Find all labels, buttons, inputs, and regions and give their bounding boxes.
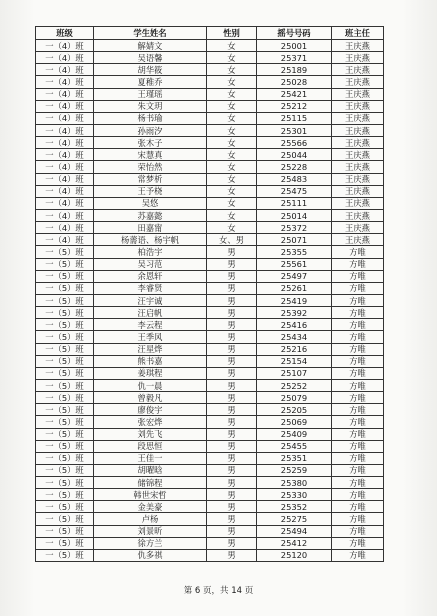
head-teacher-cell: 方唯 — [332, 489, 384, 501]
lottery-number-cell: 25561 — [257, 258, 332, 270]
gender-cell: 男 — [207, 452, 257, 464]
student-name-cell: 王瑾瑶 — [94, 88, 207, 100]
gender-cell: 女 — [207, 88, 257, 100]
class-cell: 一（5）班 — [36, 282, 94, 294]
gender-cell: 男 — [207, 416, 257, 428]
lottery-number-cell: 25421 — [257, 88, 332, 100]
lottery-number-cell: 25189 — [257, 64, 332, 76]
lottery-number-cell: 25475 — [257, 185, 332, 197]
head-teacher-cell: 方唯 — [332, 246, 384, 258]
gender-cell: 男 — [207, 331, 257, 343]
head-teacher-cell: 王庆燕 — [332, 40, 384, 52]
class-cell: 一（5）班 — [36, 428, 94, 440]
header-gender: 性别 — [207, 27, 257, 40]
gender-cell: 男 — [207, 392, 257, 404]
student-name-cell: 杨书瑜 — [94, 112, 207, 124]
class-cell: 一（4）班 — [36, 76, 94, 88]
head-teacher-cell: 方唯 — [332, 549, 384, 561]
table-row — [36, 197, 384, 209]
head-teacher-cell: 王庆燕 — [332, 209, 384, 221]
table-row — [36, 319, 384, 331]
student-name-cell: 常梦析 — [94, 173, 207, 185]
student-name-cell: 汪启帆 — [94, 307, 207, 319]
student-name-cell: 廖俊宇 — [94, 404, 207, 416]
lottery-number-cell: 25079 — [257, 392, 332, 404]
student-name-cell: 杨薷语、杨宇帆 — [94, 234, 207, 246]
lottery-number-cell: 25372 — [257, 222, 332, 234]
student-name-cell: 储锦程 — [94, 477, 207, 489]
gender-cell: 女 — [207, 161, 257, 173]
lottery-number-cell: 25120 — [257, 549, 332, 561]
lottery-number-cell: 25416 — [257, 319, 332, 331]
head-teacher-cell: 王庆燕 — [332, 234, 384, 246]
head-teacher-cell: 王庆燕 — [332, 149, 384, 161]
gender-cell: 男 — [207, 537, 257, 549]
class-cell: 一（5）班 — [36, 331, 94, 343]
lottery-number-cell: 25071 — [257, 234, 332, 246]
student-name-cell: 李云程 — [94, 319, 207, 331]
head-teacher-cell: 方唯 — [332, 367, 384, 379]
student-name-cell: 胡华筱 — [94, 64, 207, 76]
head-teacher-cell: 王庆燕 — [332, 88, 384, 100]
header-class: 班级 — [36, 27, 94, 40]
table-row — [36, 489, 384, 501]
gender-cell: 女、男 — [207, 234, 257, 246]
gender-cell: 女 — [207, 173, 257, 185]
table-row — [36, 173, 384, 185]
class-cell: 一（4）班 — [36, 149, 94, 161]
class-cell: 一（4）班 — [36, 100, 94, 112]
student-name-cell: 王予桡 — [94, 185, 207, 197]
gender-cell: 男 — [207, 367, 257, 379]
gender-cell: 男 — [207, 307, 257, 319]
table-row — [36, 137, 384, 149]
head-teacher-cell: 方唯 — [332, 343, 384, 355]
head-teacher-cell: 王庆燕 — [332, 112, 384, 124]
student-name-cell: 吴语馨 — [94, 52, 207, 64]
gender-cell: 男 — [207, 343, 257, 355]
lottery-number-cell: 25494 — [257, 525, 332, 537]
table-row — [36, 88, 384, 100]
lottery-number-cell: 25371 — [257, 52, 332, 64]
header-head-teacher: 班主任 — [332, 27, 384, 40]
head-teacher-cell: 王庆燕 — [332, 173, 384, 185]
gender-cell: 男 — [207, 246, 257, 258]
head-teacher-cell: 王庆燕 — [332, 222, 384, 234]
lottery-number-cell: 25497 — [257, 270, 332, 282]
student-name-cell: 刘景昕 — [94, 525, 207, 537]
gender-cell: 女 — [207, 197, 257, 209]
lottery-number-cell: 25107 — [257, 367, 332, 379]
class-cell: 一（5）班 — [36, 477, 94, 489]
lottery-number-cell: 25483 — [257, 173, 332, 185]
head-teacher-cell: 王庆燕 — [332, 185, 384, 197]
head-teacher-cell: 方唯 — [332, 331, 384, 343]
gender-cell: 男 — [207, 282, 257, 294]
gender-cell: 女 — [207, 124, 257, 136]
gender-cell: 男 — [207, 404, 257, 416]
student-name-cell: 宋慧真 — [94, 149, 207, 161]
gender-cell: 男 — [207, 379, 257, 391]
table-row — [36, 549, 384, 561]
lottery-number-cell: 25380 — [257, 477, 332, 489]
student-name-cell: 王季风 — [94, 331, 207, 343]
gender-cell: 女 — [207, 100, 257, 112]
table-row — [36, 477, 384, 489]
student-name-cell: 夏稚乔 — [94, 76, 207, 88]
class-cell: 一（5）班 — [36, 537, 94, 549]
student-name-cell: 朱文玥 — [94, 100, 207, 112]
head-teacher-cell: 方唯 — [332, 452, 384, 464]
header-student-name: 学生姓名 — [94, 27, 207, 40]
lottery-number-cell: 25434 — [257, 331, 332, 343]
head-teacher-cell: 王庆燕 — [332, 137, 384, 149]
class-cell: 一（5）班 — [36, 452, 94, 464]
gender-cell: 女 — [207, 209, 257, 221]
head-teacher-cell: 方唯 — [332, 537, 384, 549]
table-row — [36, 513, 384, 525]
lottery-number-cell: 25330 — [257, 489, 332, 501]
class-cell: 一（4）班 — [36, 64, 94, 76]
head-teacher-cell: 方唯 — [332, 428, 384, 440]
class-cell: 一（5）班 — [36, 355, 94, 367]
student-name-cell: 刘先飞 — [94, 428, 207, 440]
table-row — [36, 258, 384, 270]
head-teacher-cell: 方唯 — [332, 440, 384, 452]
student-name-cell: 曾毅凡 — [94, 392, 207, 404]
class-cell: 一（4）班 — [36, 124, 94, 136]
student-roster-table — [35, 26, 384, 562]
lottery-number-cell: 25419 — [257, 294, 332, 306]
table-row — [36, 234, 384, 246]
gender-cell: 女 — [207, 137, 257, 149]
gender-cell: 女 — [207, 222, 257, 234]
head-teacher-cell: 王庆燕 — [332, 52, 384, 64]
lottery-number-cell: 25301 — [257, 124, 332, 136]
table-row — [36, 404, 384, 416]
table-row — [36, 100, 384, 112]
head-teacher-cell: 方唯 — [332, 282, 384, 294]
gender-cell: 男 — [207, 464, 257, 476]
head-teacher-cell: 方唯 — [332, 307, 384, 319]
head-teacher-cell: 王庆燕 — [332, 197, 384, 209]
gender-cell: 女 — [207, 149, 257, 161]
student-name-cell: 苏嘉懿 — [94, 209, 207, 221]
table-row — [36, 537, 384, 549]
class-cell: 一（5）班 — [36, 379, 94, 391]
gender-cell: 女 — [207, 112, 257, 124]
class-cell: 一（5）班 — [36, 525, 94, 537]
table-row — [36, 76, 384, 88]
table-row — [36, 209, 384, 221]
head-teacher-cell: 方唯 — [332, 525, 384, 537]
student-name-cell: 余恩轩 — [94, 270, 207, 282]
header-lottery-number: 摇号号码 — [257, 27, 332, 40]
table-row — [36, 161, 384, 173]
head-teacher-cell: 王庆燕 — [332, 100, 384, 112]
head-teacher-cell: 方唯 — [332, 355, 384, 367]
lottery-number-cell: 25014 — [257, 209, 332, 221]
class-cell: 一（4）班 — [36, 52, 94, 64]
student-name-cell: 王佳一 — [94, 452, 207, 464]
head-teacher-cell: 方唯 — [332, 501, 384, 513]
lottery-number-cell: 25228 — [257, 161, 332, 173]
gender-cell: 女 — [207, 40, 257, 52]
table-row — [36, 222, 384, 234]
lottery-number-cell: 25355 — [257, 246, 332, 258]
lottery-number-cell: 25252 — [257, 379, 332, 391]
student-name-cell: 卢杨 — [94, 513, 207, 525]
student-name-cell: 孙雨汐 — [94, 124, 207, 136]
class-cell: 一（4）班 — [36, 88, 94, 100]
student-name-cell: 吴悠 — [94, 197, 207, 209]
student-name-cell: 徐方兰 — [94, 537, 207, 549]
table-row — [36, 355, 384, 367]
gender-cell: 男 — [207, 525, 257, 537]
student-name-cell: 吴习范 — [94, 258, 207, 270]
lottery-number-cell: 25001 — [257, 40, 332, 52]
class-cell: 一（5）班 — [36, 440, 94, 452]
class-cell: 一（5）班 — [36, 343, 94, 355]
class-cell: 一（5）班 — [36, 549, 94, 561]
gender-cell: 男 — [207, 355, 257, 367]
lottery-number-cell: 25069 — [257, 416, 332, 428]
table-row — [36, 185, 384, 197]
lottery-number-cell: 25044 — [257, 149, 332, 161]
class-cell: 一（4）班 — [36, 137, 94, 149]
gender-cell: 女 — [207, 64, 257, 76]
page-number: 第 6 页，共 14 页 — [183, 586, 254, 596]
lottery-number-cell: 25216 — [257, 343, 332, 355]
table-row — [36, 52, 384, 64]
table-row — [36, 124, 384, 136]
class-cell: 一（5）班 — [36, 416, 94, 428]
table-header — [36, 27, 384, 40]
table-row — [36, 367, 384, 379]
gender-cell: 男 — [207, 477, 257, 489]
table-row — [36, 307, 384, 319]
head-teacher-cell: 方唯 — [332, 319, 384, 331]
class-cell: 一（5）班 — [36, 270, 94, 282]
head-teacher-cell: 方唯 — [332, 416, 384, 428]
head-teacher-cell: 方唯 — [332, 404, 384, 416]
class-cell: 一（4）班 — [36, 209, 94, 221]
class-cell: 一（4）班 — [36, 222, 94, 234]
student-name-cell: 段思恒 — [94, 440, 207, 452]
class-cell: 一（4）班 — [36, 185, 94, 197]
class-cell: 一（5）班 — [36, 319, 94, 331]
lottery-number-cell: 25392 — [257, 307, 332, 319]
lottery-number-cell: 25412 — [257, 537, 332, 549]
table-row — [36, 64, 384, 76]
table-row — [36, 343, 384, 355]
table-row — [36, 246, 384, 258]
gender-cell: 女 — [207, 76, 257, 88]
class-cell: 一（5）班 — [36, 294, 94, 306]
class-cell: 一（4）班 — [36, 234, 94, 246]
table-body — [36, 40, 384, 562]
class-cell: 一（5）班 — [36, 392, 94, 404]
head-teacher-cell: 方唯 — [332, 513, 384, 525]
lottery-number-cell: 25111 — [257, 197, 332, 209]
table-row — [36, 501, 384, 513]
lottery-number-cell: 25028 — [257, 76, 332, 88]
gender-cell: 男 — [207, 501, 257, 513]
lottery-number-cell: 25115 — [257, 112, 332, 124]
student-name-cell: 姜琪程 — [94, 367, 207, 379]
head-teacher-cell: 方唯 — [332, 270, 384, 282]
lottery-number-cell: 25212 — [257, 100, 332, 112]
student-name-cell: 胡曜晗 — [94, 464, 207, 476]
class-cell: 一（5）班 — [36, 513, 94, 525]
table-row — [36, 464, 384, 476]
table-row — [36, 452, 384, 464]
lottery-number-cell: 25352 — [257, 501, 332, 513]
class-cell: 一（5）班 — [36, 404, 94, 416]
student-name-cell: 金美豪 — [94, 501, 207, 513]
head-teacher-cell: 王庆燕 — [332, 64, 384, 76]
lottery-number-cell: 25261 — [257, 282, 332, 294]
head-teacher-cell: 方唯 — [332, 464, 384, 476]
gender-cell: 男 — [207, 258, 257, 270]
class-cell: 一（4）班 — [36, 112, 94, 124]
class-cell: 一（5）班 — [36, 307, 94, 319]
head-teacher-cell: 王庆燕 — [332, 124, 384, 136]
lottery-number-cell: 25455 — [257, 440, 332, 452]
student-name-cell: 张木子 — [94, 137, 207, 149]
lottery-number-cell: 25566 — [257, 137, 332, 149]
gender-cell: 男 — [207, 270, 257, 282]
class-cell: 一（5）班 — [36, 489, 94, 501]
gender-cell: 男 — [207, 489, 257, 501]
class-cell: 一（5）班 — [36, 258, 94, 270]
gender-cell: 男 — [207, 513, 257, 525]
student-name-cell: 仇多祺 — [94, 549, 207, 561]
table-row — [36, 270, 384, 282]
class-cell: 一（4）班 — [36, 161, 94, 173]
lottery-number-cell: 25409 — [257, 428, 332, 440]
table-row — [36, 525, 384, 537]
table-row — [36, 428, 384, 440]
table-row — [36, 112, 384, 124]
table-row — [36, 379, 384, 391]
head-teacher-cell: 方唯 — [332, 477, 384, 489]
student-name-cell: 张宏烨 — [94, 416, 207, 428]
student-name-cell: 荣怡然 — [94, 161, 207, 173]
class-cell: 一（4）班 — [36, 40, 94, 52]
student-name-cell: 柏浩宇 — [94, 246, 207, 258]
class-cell: 一（5）班 — [36, 246, 94, 258]
class-cell: 一（5）班 — [36, 464, 94, 476]
table-row — [36, 331, 384, 343]
gender-cell: 男 — [207, 428, 257, 440]
gender-cell: 女 — [207, 185, 257, 197]
head-teacher-cell: 王庆燕 — [332, 76, 384, 88]
head-teacher-cell: 方唯 — [332, 258, 384, 270]
student-name-cell: 熊书嘉 — [94, 355, 207, 367]
gender-cell: 男 — [207, 549, 257, 561]
table-row — [36, 392, 384, 404]
table-row — [36, 149, 384, 161]
student-name-cell: 仇一晨 — [94, 379, 207, 391]
class-cell: 一（5）班 — [36, 501, 94, 513]
header-row — [36, 27, 384, 40]
student-name-cell: 解婧文 — [94, 40, 207, 52]
gender-cell: 男 — [207, 319, 257, 331]
head-teacher-cell: 方唯 — [332, 392, 384, 404]
gender-cell: 男 — [207, 294, 257, 306]
head-teacher-cell: 王庆燕 — [332, 161, 384, 173]
student-name-cell: 汪宇诚 — [94, 294, 207, 306]
lottery-number-cell: 25351 — [257, 452, 332, 464]
lottery-number-cell: 25205 — [257, 404, 332, 416]
gender-cell: 男 — [207, 440, 257, 452]
student-name-cell: 田嘉甯 — [94, 222, 207, 234]
head-teacher-cell: 方唯 — [332, 294, 384, 306]
gender-cell: 女 — [207, 52, 257, 64]
lottery-number-cell: 25275 — [257, 513, 332, 525]
head-teacher-cell: 方唯 — [332, 379, 384, 391]
lottery-number-cell: 25259 — [257, 464, 332, 476]
table-row — [36, 40, 384, 52]
table-row — [36, 416, 384, 428]
table-row — [36, 294, 384, 306]
table-row — [36, 440, 384, 452]
class-cell: 一（4）班 — [36, 197, 94, 209]
student-name-cell: 汪星烨 — [94, 343, 207, 355]
lottery-number-cell: 25154 — [257, 355, 332, 367]
student-name-cell: 李睿贤 — [94, 282, 207, 294]
table-row — [36, 282, 384, 294]
class-cell: 一（4）班 — [36, 173, 94, 185]
student-name-cell: 韩世宋哲 — [94, 489, 207, 501]
class-cell: 一（5）班 — [36, 367, 94, 379]
